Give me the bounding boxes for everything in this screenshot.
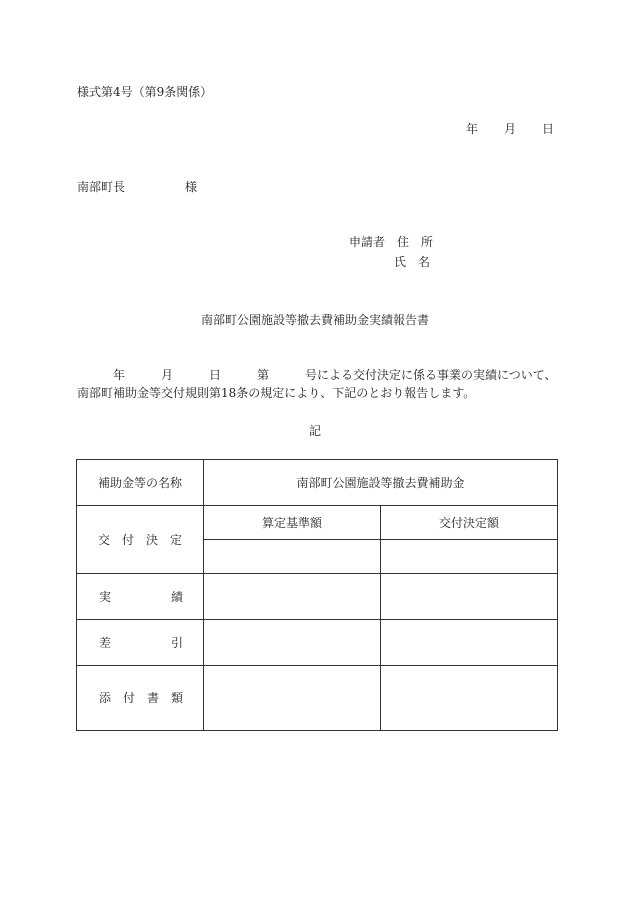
report-date [466,122,554,136]
subsidy-name-label: 補助金等の名称 [77,460,204,506]
table-row-decision-header [77,506,558,540]
difference-label [77,620,204,666]
actual-label-char-2: 績 [170,589,183,604]
attachments-label-char-1: 添 [99,691,112,705]
decided-amount-cell [381,540,558,574]
form-number: 様式第4号（第9条関係） [77,85,213,99]
attachments-label-char-4: 類 [170,691,183,705]
attachments-cell-2 [381,666,558,731]
addressee: 南部町長 様 [77,180,198,194]
report-table [76,459,558,731]
decided-amount-header: 交付決定額 [381,506,558,540]
ki-heading: 記 [308,424,321,438]
table-row-attachments [77,666,558,731]
document-title: 南部町公園施設等撤去費補助金実績報告書 [200,313,429,327]
attachments-label [77,666,204,731]
calc-base-cell [204,540,381,574]
attachments-label-char-3: 書 [146,691,159,705]
date-year-label: 年 [466,122,479,136]
actual-calc-base-cell [204,574,381,620]
table-row-subsidy-name [77,460,558,506]
actual-label [77,574,204,620]
table-row-difference [77,620,558,666]
attachments-label-char-2: 付 [122,691,135,705]
decision-label: 交 付 決 定 [77,506,204,574]
date-month-label: 月 [504,122,517,136]
actual-decided-cell [381,574,558,620]
difference-calc-base-cell [204,620,381,666]
table-row-actual [77,574,558,620]
actual-label-char-1: 実 [99,589,112,604]
applicant-name-label: 氏 名 [394,255,431,269]
difference-decided-cell [381,620,558,666]
applicant-address-label: 申請者 住 所 [349,235,434,249]
calc-base-header: 算定基準額 [204,506,381,540]
difference-label-char-2: 引 [170,635,183,650]
difference-label-char-1: 差 [99,635,112,650]
date-day-label: 日 [542,122,555,136]
report-body-text: 年 月 日 第 号による交付決定に係る事業の実績について、南部町補助金等交付規則第18条の規定により、下記のとおり報告します。 [77,368,557,400]
subsidy-name-value: 南部町公園施設等撤去費補助金 [204,460,558,506]
attachments-cell-1 [204,666,381,731]
